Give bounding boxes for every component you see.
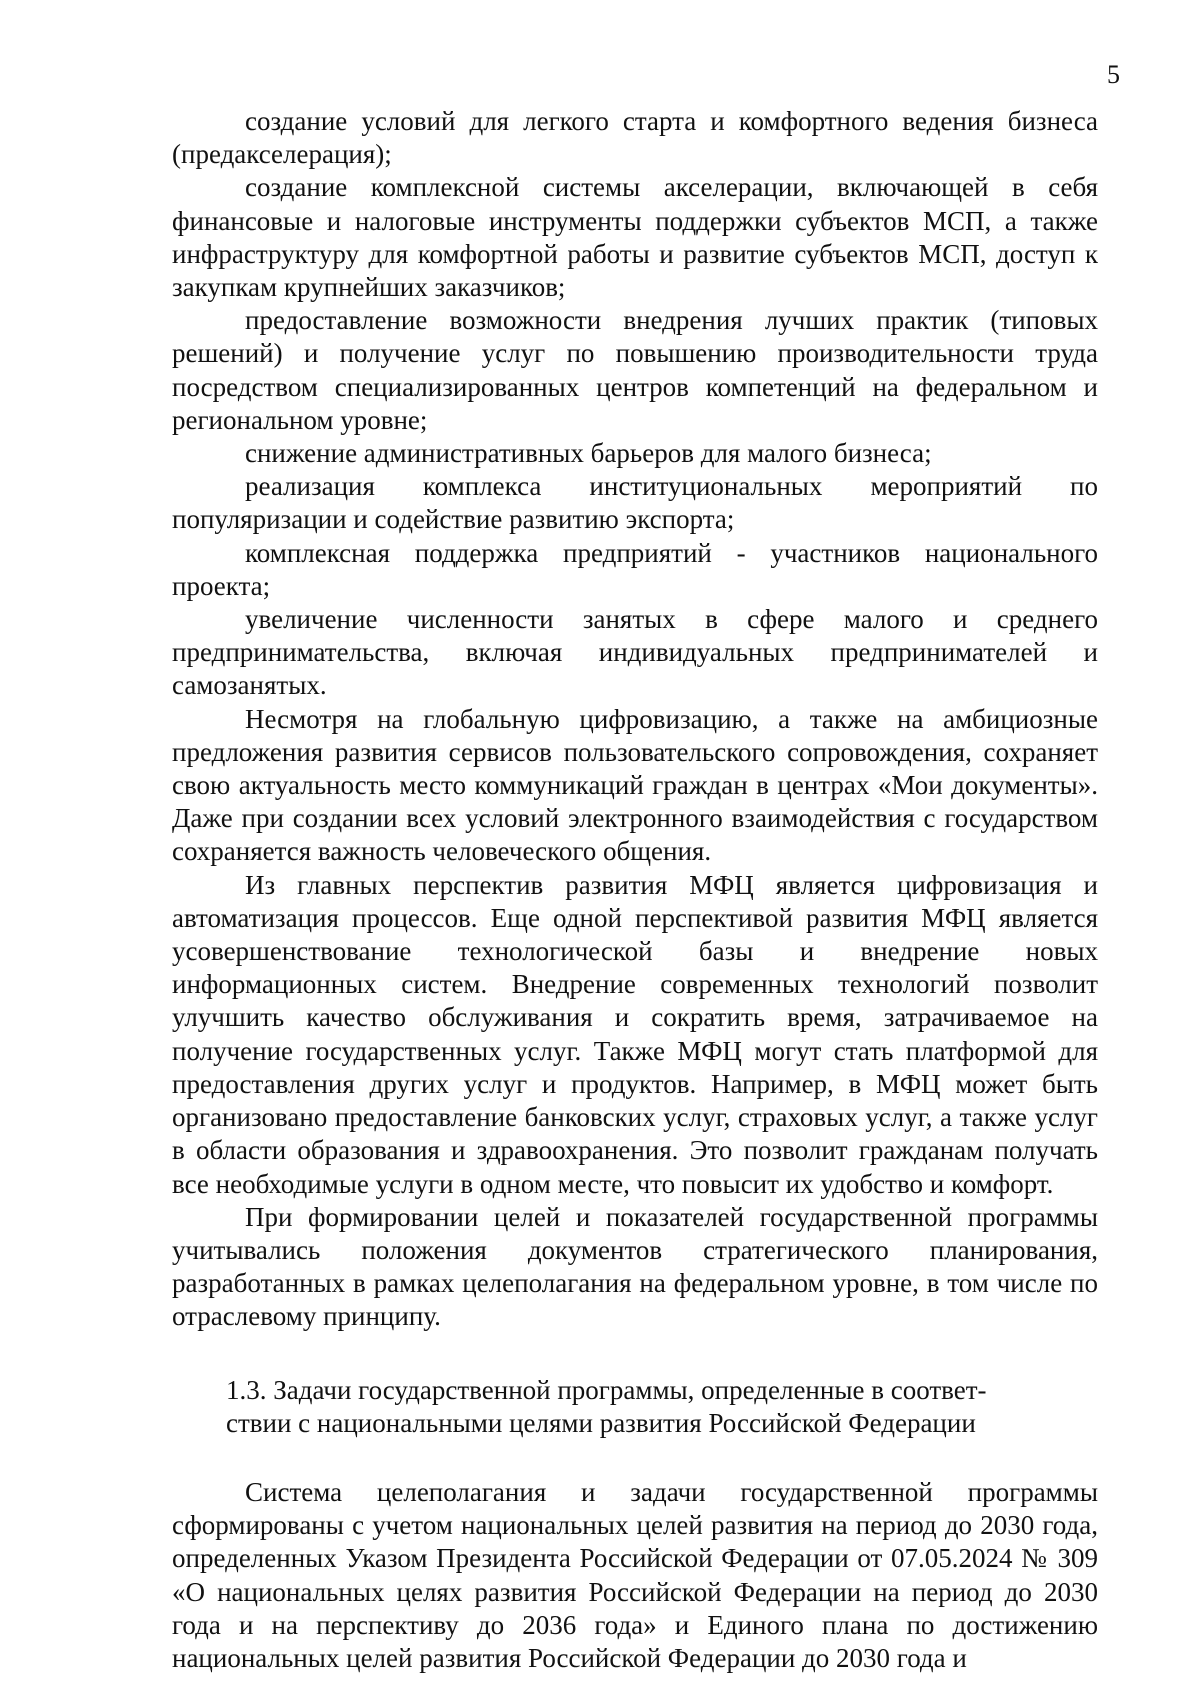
paragraph-digitalization: Несмотря на глобальную цифровизацию, а также на амбициозные предложения развития сервисов пользовательского сопровождения, сохраняет свою актуальность место коммуникаций граждан в центрах «Мои документы». Даже при создании всех условий электронного взаимодействия с государством сохраняется важность человеческого общения. [172,703,1098,867]
paragraph-program-goals: При формировании целей и показателей государственной программы учитывались положения документов стратегического планирования, разработанных в рамках целеполагания на федеральном уровне, в том числе по отраслевому принципу. [172,1201,1098,1332]
section-heading-line-2: ствии с национальными целями развития Российской Федерации [226,1407,976,1438]
paragraph-complex-support: комплексная поддержка предприятий - участников национального проекта; [172,537,1098,601]
paragraph-employment: увеличение численности занятых в сфере малого и среднего предпринимательства, включая индивидуальных предпринимателей и самозанятых. [172,604,1098,701]
paragraph-preacceleration: создание условий для легкого старта и комфортного ведения бизнеса (предакселерация); [172,106,1098,170]
page-number: 5 [1107,60,1120,89]
paragraph-goal-setting: Система целеполагания и задачи государственной программы сформированы с учетом национальных целей развития на период до 2030 года, определенных Указом Президента Российской Федерации от 07.05.2024 № 309 «О национальных целях развития Российской Федерации на период до 2030 года и на перспективу до 2036 года» и Единого плана по достижению национальных целей развития Российской Федерации до 2030 года и [172,1476,1098,1673]
section-heading-line-1: 1.3. Задачи государственной программы, определенные в соответ- [226,1374,987,1405]
paragraph-best-practices: предоставление возможности внедрения лучших практик (типовых решений) и получение услуг по повышению производительности труда посредством специализированных центров компетенций на федеральном и региональном уровне; [172,305,1098,435]
paragraph-mfc-prospects: Из главных перспектив развития МФЦ является цифровизация и автоматизация процессов. Еще одной перспективой развития МФЦ является усовершенствование технологической базы и внедрение новых информационных систем. Внедрение современных технологий позволит улучшить качество обслуживания и сократить время, затрачиваемое на получение государственных услуг. Также МФЦ могут стать платформой для предоставления других услуг и продуктов. Например, в МФЦ может быть организовано предоставление банковских услуг, страховых услуг, а также услуг в области образования и здравоохранения. Это позволит гражданам получать все необходимые услуги в одном месте, что повысит их удобство и комфорт. [172,869,1098,1199]
document-body [172,105,1098,1675]
paragraph-export: реализация комплекса институциональных мероприятий по популяризации и содействие развитию экспорта; [172,471,1098,535]
paragraph-admin-barriers: снижение административных барьеров для малого бизнеса; [245,438,932,469]
section-heading [172,1374,1098,1440]
paragraph-acceleration-system: создание комплексной системы акселерации, включающей в себя финансовые и налоговые инструменты поддержки субъектов МСП, а также инфраструктуру для комфортной работы и развитие субъектов МСП, доступ к закупкам крупнейших заказчиков; [172,172,1098,303]
